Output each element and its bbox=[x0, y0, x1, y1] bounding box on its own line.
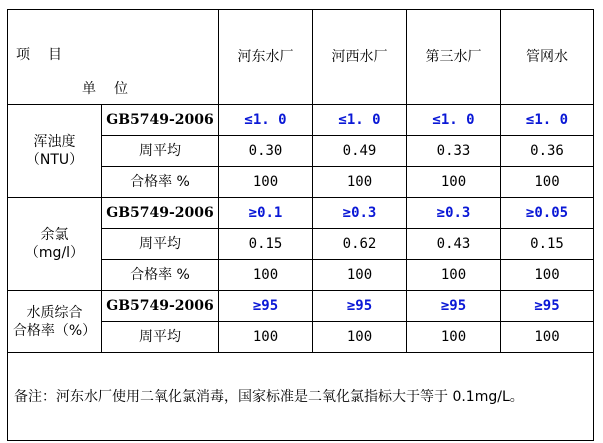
row-label: 周平均 bbox=[102, 322, 219, 353]
unit-header-label: 单 位 bbox=[82, 81, 130, 97]
header-corner-cell bbox=[8, 10, 219, 105]
value-cell: 100 bbox=[219, 322, 313, 353]
row-label: GB5749-2006 bbox=[102, 198, 219, 229]
category-cell-overall bbox=[8, 291, 102, 353]
row-label: 合格率 % bbox=[102, 167, 219, 198]
standard-value: ≤1. 0 bbox=[313, 105, 407, 136]
standard-value: ≥95 bbox=[501, 291, 594, 322]
standard-value: ≤1. 0 bbox=[501, 105, 594, 136]
value-cell: 100 bbox=[501, 322, 594, 353]
row-label: 周平均 bbox=[102, 136, 219, 167]
value-cell: 100 bbox=[313, 322, 407, 353]
category-name: 余氯 bbox=[40, 227, 69, 243]
water-quality-table bbox=[7, 9, 594, 441]
value-cell: 0.15 bbox=[501, 229, 594, 260]
table-row bbox=[8, 105, 594, 136]
value-cell: 0.62 bbox=[313, 229, 407, 260]
standard-value: ≥0.3 bbox=[313, 198, 407, 229]
value-cell: 0.36 bbox=[501, 136, 594, 167]
column-header-hedong: 河东水厂 bbox=[219, 10, 313, 105]
row-label: GB5749-2006 bbox=[102, 105, 219, 136]
value-cell: 0.15 bbox=[219, 229, 313, 260]
value-cell: 100 bbox=[313, 167, 407, 198]
value-cell: 0.49 bbox=[313, 136, 407, 167]
category-unit: （mg/l） bbox=[24, 245, 85, 261]
category-name: 水质综合 bbox=[26, 304, 83, 321]
value-cell: 100 bbox=[407, 167, 501, 198]
column-header-guanwang: 管网水 bbox=[501, 10, 594, 105]
standard-value: ≤1. 0 bbox=[407, 105, 501, 136]
column-header-hexi: 河西水厂 bbox=[313, 10, 407, 105]
standard-value: ≤1. 0 bbox=[219, 105, 313, 136]
standard-value: ≥95 bbox=[407, 291, 501, 322]
header-row bbox=[8, 10, 594, 105]
item-header-label: 项 目 bbox=[16, 47, 64, 63]
value-cell: 0.33 bbox=[407, 136, 501, 167]
value-cell: 100 bbox=[407, 260, 501, 291]
note-text: 备注：河东水厂使用二氧化氯消毒，国家标准是二氧化氯指标大于等于 0.1mg/L。 bbox=[8, 353, 594, 441]
row-label: GB5749-2006 bbox=[102, 291, 219, 322]
value-cell: 0.30 bbox=[219, 136, 313, 167]
table-row bbox=[8, 291, 594, 322]
value-cell: 0.43 bbox=[407, 229, 501, 260]
column-header-disan: 第三水厂 bbox=[407, 10, 501, 105]
category-name: 浑浊度 bbox=[33, 134, 76, 150]
category-cell-turbidity bbox=[8, 105, 102, 198]
note-row bbox=[8, 353, 594, 441]
table-row bbox=[8, 198, 594, 229]
standard-value: ≥0.3 bbox=[407, 198, 501, 229]
standard-value: ≥0.1 bbox=[219, 198, 313, 229]
category-unit: 合格率（%） bbox=[12, 322, 97, 339]
row-label: 周平均 bbox=[102, 229, 219, 260]
standard-value: ≥0.05 bbox=[501, 198, 594, 229]
standard-value: ≥95 bbox=[313, 291, 407, 322]
value-cell: 100 bbox=[219, 260, 313, 291]
value-cell: 100 bbox=[501, 260, 594, 291]
category-unit: （NTU） bbox=[25, 152, 84, 168]
row-label: 合格率 % bbox=[102, 260, 219, 291]
value-cell: 100 bbox=[313, 260, 407, 291]
standard-value: ≥95 bbox=[219, 291, 313, 322]
value-cell: 100 bbox=[501, 167, 594, 198]
category-cell-chlorine bbox=[8, 198, 102, 291]
value-cell: 100 bbox=[219, 167, 313, 198]
value-cell: 100 bbox=[407, 322, 501, 353]
